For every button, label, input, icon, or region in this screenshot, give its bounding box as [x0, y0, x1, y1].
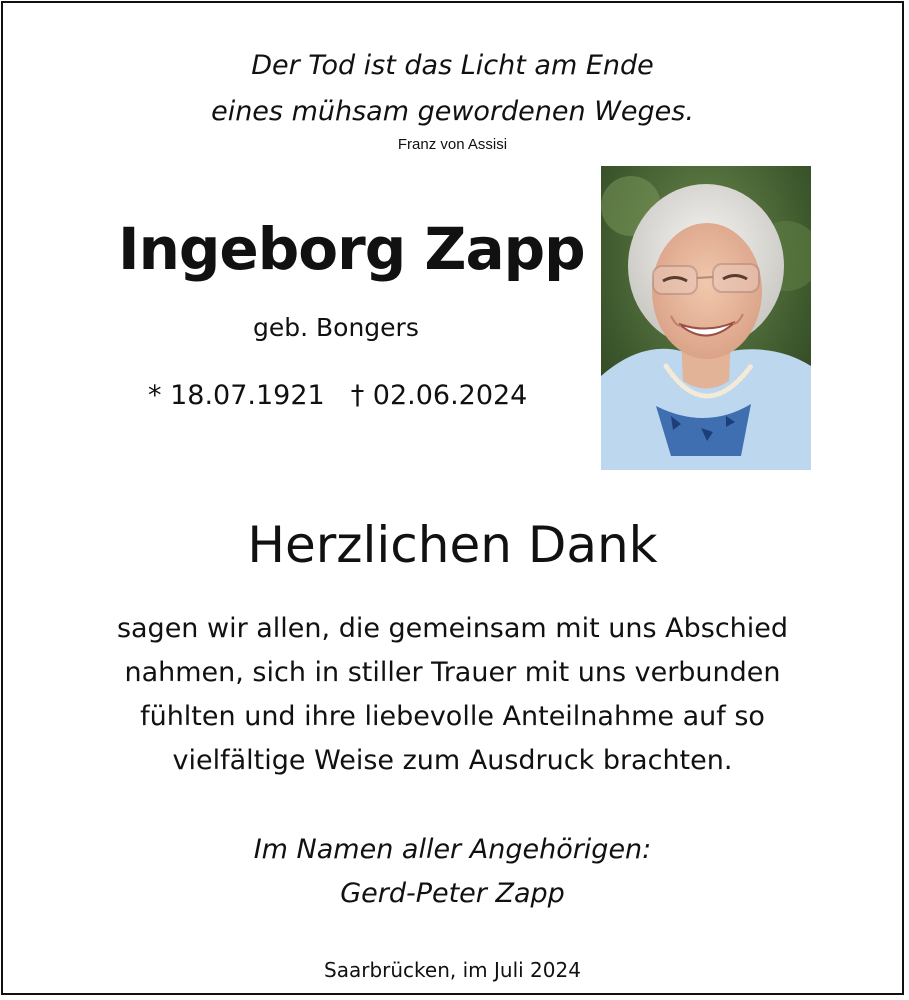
thanks-line: fühlten und ihre liebevolle Anteilnahme auf so	[140, 701, 765, 732]
obituary-notice	[1, 1, 904, 995]
thanks-heading: Herzlichen Dank	[247, 516, 658, 574]
birth-date: * 18.07.1921	[148, 380, 325, 411]
thanks-line: vielfältige Weise zum Ausdruck brachten.	[172, 745, 733, 776]
portrait-photo	[601, 166, 811, 470]
place-date: Saarbrücken, im Juli 2024	[324, 958, 581, 982]
quote-line: Der Tod ist das Licht am Ende	[251, 50, 654, 81]
signature-line: Gerd-Peter Zapp	[340, 878, 565, 909]
thanks-line: nahmen, sich in stiller Trauer mit uns verbunden	[124, 657, 781, 688]
quote-line: eines mühsam gewordenen Weges.	[211, 96, 694, 127]
quote-author: Franz von Assisi	[397, 136, 508, 153]
signature-block	[3, 828, 902, 916]
signature-line: Im Namen aller Angehörigen:	[253, 834, 652, 865]
quote	[3, 43, 902, 135]
maiden-name: geb. Bongers	[253, 313, 419, 342]
thanks-line: sagen wir allen, die gemeinsam mit uns Abschied	[116, 613, 789, 644]
deceased-name: Ingeborg Zapp	[118, 215, 585, 283]
life-dates	[148, 380, 527, 411]
thanks-text	[3, 607, 902, 783]
death-date: † 02.06.2024	[350, 380, 528, 411]
